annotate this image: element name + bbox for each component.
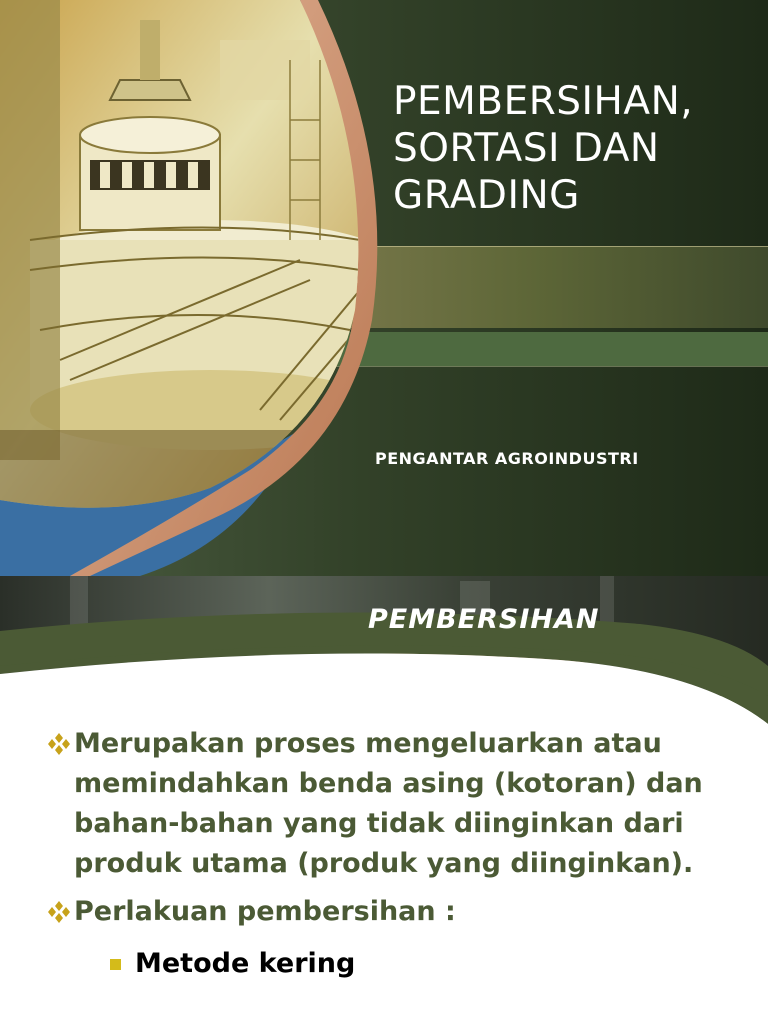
title-line-2: SORTASI DAN	[393, 126, 660, 171]
square-bullet-icon	[110, 959, 121, 970]
sub-bullet-text: Metode kering	[135, 948, 356, 979]
bullet-text: Perlakuan pembersihan :	[74, 896, 456, 927]
title-slide-heading	[393, 78, 753, 219]
content-slide	[0, 576, 768, 1024]
bullet-item	[40, 724, 740, 884]
bullet-item	[40, 892, 740, 932]
content-slide-body	[40, 724, 740, 982]
sub-bullet-item	[110, 946, 740, 982]
title-line-1: PEMBERSIHAN,	[393, 79, 694, 124]
title-slide-subtitle: PENGANTAR AGROINDUSTRI	[375, 449, 639, 468]
title-line-3: GRADING	[393, 173, 580, 218]
bullet-text: Merupakan proses mengeluarkan atau memindahkan benda asing (kotoran) dan bahan-bahan yang tidak diinginkan dari produk utama (produk yang diinginkan).	[74, 728, 703, 879]
four-diamond-bullet-icon	[46, 901, 72, 923]
content-slide-heading: PEMBERSIHAN	[368, 604, 600, 635]
four-diamond-bullet-icon	[46, 733, 72, 755]
